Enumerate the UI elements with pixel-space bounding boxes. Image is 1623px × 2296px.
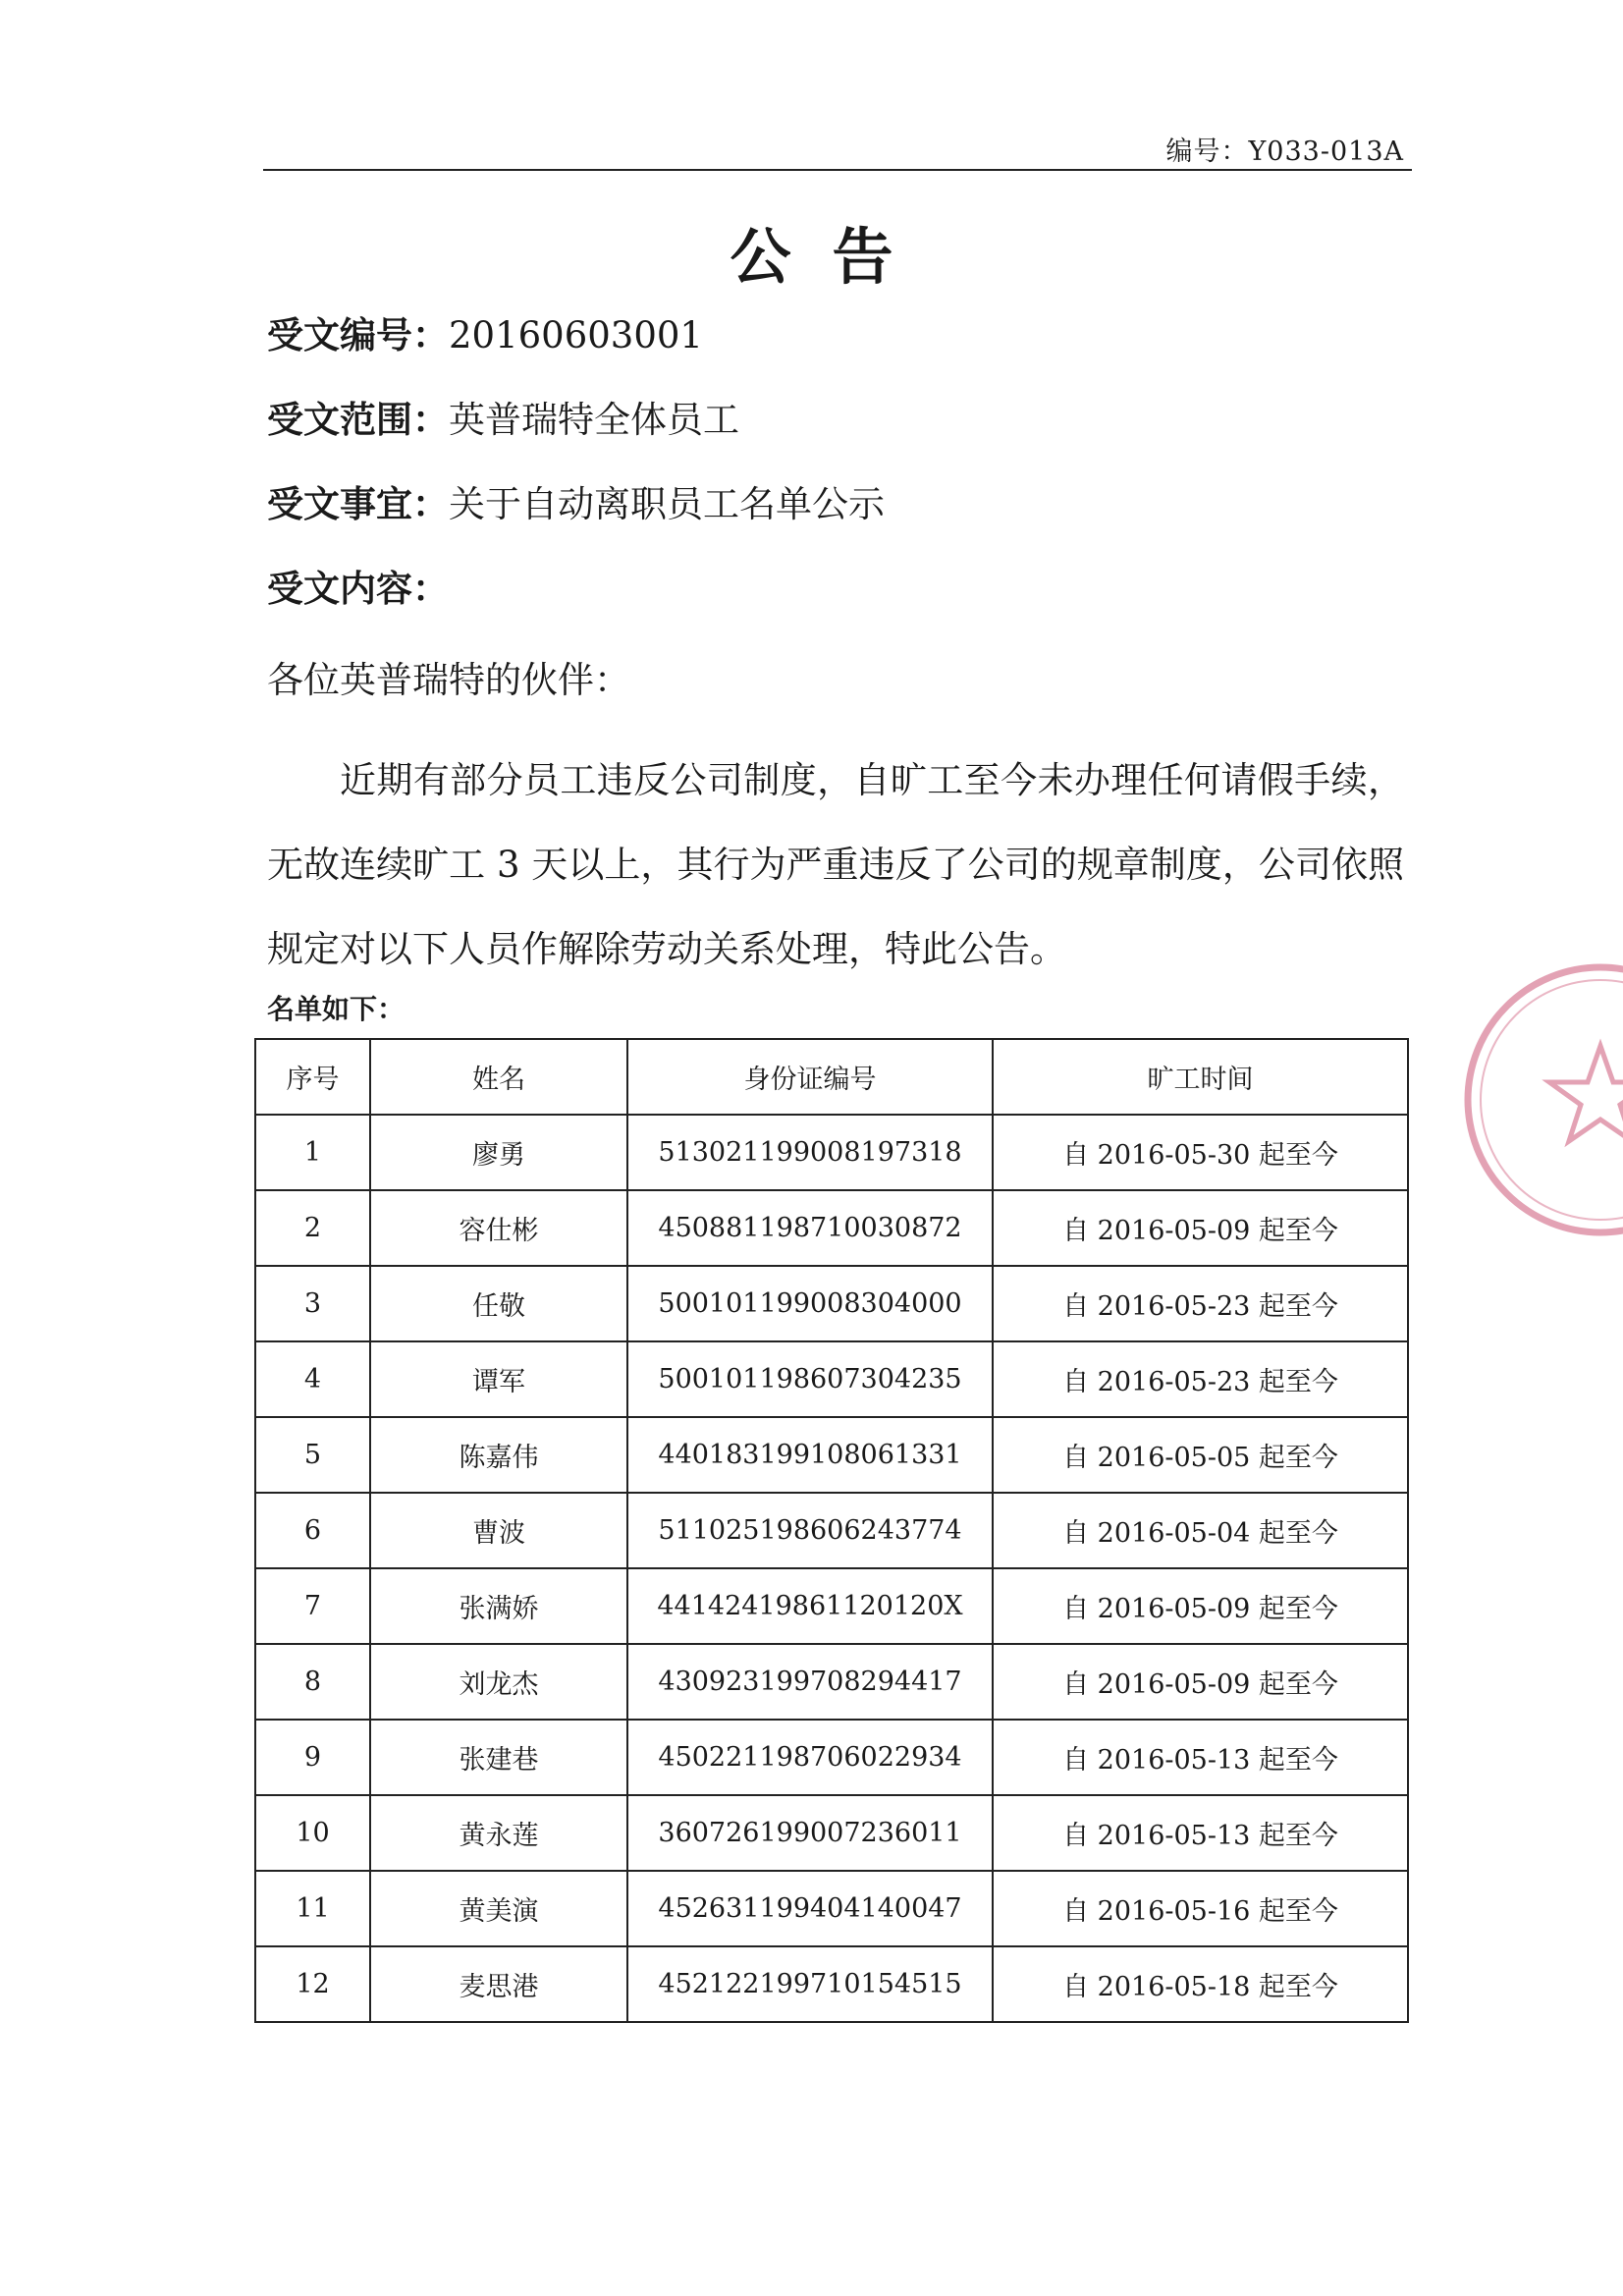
cell-absence-period: 自 2016-05-09 起至今 <box>993 1568 1408 1644</box>
table-row <box>255 1115 1408 1190</box>
cell-name: 刘龙杰 <box>370 1644 627 1720</box>
table-row <box>255 1493 1408 1568</box>
cell-index: 6 <box>255 1493 370 1568</box>
cell-absence-period: 自 2016-05-13 起至今 <box>993 1720 1408 1795</box>
column-header: 序号 <box>255 1039 370 1115</box>
cell-id-number: 511025198606243774 <box>627 1493 993 1568</box>
cell-id-number: 430923199708294417 <box>627 1644 993 1720</box>
dismissal-table <box>254 1038 1409 2023</box>
field-label: 受文内容： <box>267 567 449 610</box>
table-row <box>255 1644 1408 1720</box>
cell-id-number: 450221198706022934 <box>627 1720 993 1795</box>
field-label: 受文编号： <box>267 313 449 356</box>
table-body <box>255 1115 1408 2022</box>
cell-index: 5 <box>255 1417 370 1493</box>
cell-absence-period: 自 2016-05-23 起至今 <box>993 1341 1408 1417</box>
field-scope <box>267 395 739 445</box>
table-row <box>255 1266 1408 1341</box>
cell-absence-period: 自 2016-05-09 起至今 <box>993 1190 1408 1266</box>
table-row <box>255 1568 1408 1644</box>
cell-name: 麦思港 <box>370 1946 627 2022</box>
field-label: 受文范围： <box>267 398 449 441</box>
cell-id-number: 440183199108061331 <box>627 1417 993 1493</box>
cell-name: 廖勇 <box>370 1115 627 1190</box>
body-paragraph: 近期有部分员工违反公司制度，自旷工至今未办理任何请假手续，无故连续旷工 3 天以上，其行为严重违反了公司的规章制度，公司依照规定对以下人员作解除劳动关系处理，特此公告。 <box>267 759 1404 970</box>
cell-id-number: 452631199404140047 <box>627 1871 993 1946</box>
page-title: 公告 <box>730 221 935 293</box>
field-document-id <box>267 310 703 360</box>
cell-absence-period: 自 2016-05-16 起至今 <box>993 1871 1408 1946</box>
cell-name: 谭军 <box>370 1341 627 1417</box>
cell-index: 7 <box>255 1568 370 1644</box>
header-rule <box>263 169 1412 171</box>
field-content <box>267 564 449 614</box>
cell-index: 11 <box>255 1871 370 1946</box>
document-number-label: 编号： <box>1165 137 1249 167</box>
cell-index: 8 <box>255 1644 370 1720</box>
table-row <box>255 1946 1408 2022</box>
cell-absence-period: 自 2016-05-30 起至今 <box>993 1115 1408 1190</box>
cell-absence-period: 自 2016-05-05 起至今 <box>993 1417 1408 1493</box>
document-number-value: Y033-013A <box>1248 137 1404 167</box>
column-header: 身份证编号 <box>627 1039 993 1115</box>
table-row <box>255 1190 1408 1266</box>
table-row <box>255 1795 1408 1871</box>
table-row <box>255 1417 1408 1493</box>
field-value: 关于自动离职员工名单公示 <box>449 483 885 525</box>
cell-name: 容仕彬 <box>370 1190 627 1266</box>
cell-id-number: 450881198710030872 <box>627 1190 993 1266</box>
table-row <box>255 1871 1408 1946</box>
cell-index: 12 <box>255 1946 370 2022</box>
field-subject <box>267 479 885 529</box>
table-row <box>255 1720 1408 1795</box>
cell-index: 2 <box>255 1190 370 1266</box>
cell-name: 黄永莲 <box>370 1795 627 1871</box>
cell-name: 张满娇 <box>370 1568 627 1644</box>
cell-id-number: 452122199710154515 <box>627 1946 993 2022</box>
column-header: 旷工时间 <box>993 1039 1408 1115</box>
cell-absence-period: 自 2016-05-09 起至今 <box>993 1644 1408 1720</box>
cell-index: 10 <box>255 1795 370 1871</box>
company-seal <box>1453 953 1623 1247</box>
cell-name: 任敬 <box>370 1266 627 1341</box>
cell-name: 张建巷 <box>370 1720 627 1795</box>
field-value: 20160603001 <box>449 314 703 356</box>
greeting: 各位英普瑞特的伙伴： <box>267 659 630 701</box>
cell-name: 曹波 <box>370 1493 627 1568</box>
cell-index: 3 <box>255 1266 370 1341</box>
cell-index: 9 <box>255 1720 370 1795</box>
cell-id-number: 513021199008197318 <box>627 1115 993 1190</box>
cell-id-number: 360726199007236011 <box>627 1795 993 1871</box>
document-number <box>1165 130 1404 168</box>
cell-id-number: 44142419861120120X <box>627 1568 993 1644</box>
table-header-row <box>255 1039 1408 1115</box>
field-label: 受文事宜： <box>267 482 449 525</box>
cell-absence-period: 自 2016-05-04 起至今 <box>993 1493 1408 1568</box>
cell-absence-period: 自 2016-05-18 起至今 <box>993 1946 1408 2022</box>
table-row <box>255 1341 1408 1417</box>
cell-id-number: 500101198607304235 <box>627 1341 993 1417</box>
cell-id-number: 500101199008304000 <box>627 1266 993 1341</box>
cell-index: 4 <box>255 1341 370 1417</box>
cell-index: 1 <box>255 1115 370 1190</box>
cell-name: 陈嘉伟 <box>370 1417 627 1493</box>
list-label: 名单如下： <box>267 993 406 1025</box>
cell-absence-period: 自 2016-05-13 起至今 <box>993 1795 1408 1871</box>
field-value: 英普瑞特全体员工 <box>449 399 739 441</box>
cell-absence-period: 自 2016-05-23 起至今 <box>993 1266 1408 1341</box>
cell-name: 黄美演 <box>370 1871 627 1946</box>
column-header: 姓名 <box>370 1039 627 1115</box>
